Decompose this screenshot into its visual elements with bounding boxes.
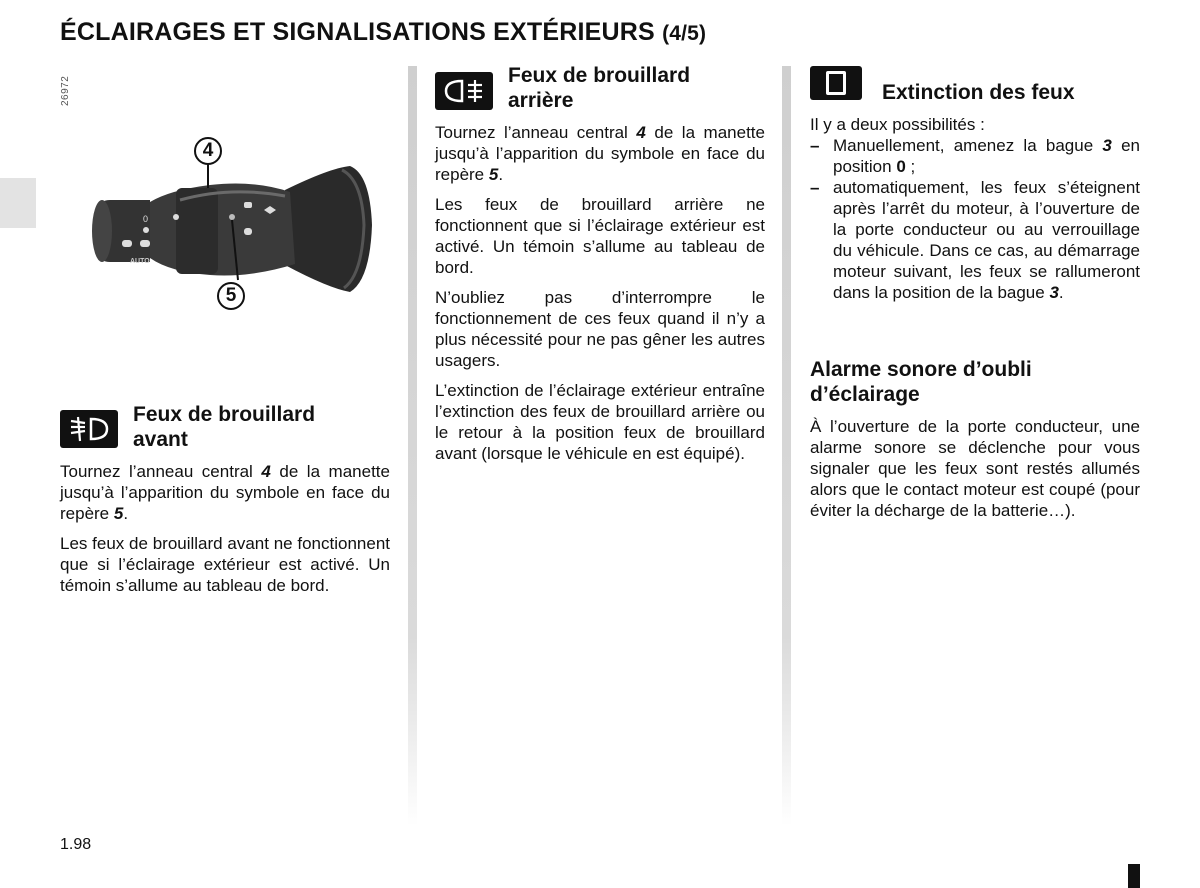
front-fog-heading xyxy=(133,402,315,452)
callout-5: 5 xyxy=(217,282,245,310)
lights-off-heading: Extinction des feux xyxy=(882,81,1075,104)
lights-off-list xyxy=(810,135,1140,303)
rear-fog-heading-line2: arrière xyxy=(508,89,574,112)
list-item: – Manuellement, amenez la bague 3 en position 0 ; xyxy=(810,135,1140,177)
rear-fog-paragraph-4: L’extinction de l’éclairage extérieur entraîne l’extinction des feux de brouillard arrière ou le retour à la position feux de brouillard avant (lorsque le véhicule en est équipé). xyxy=(435,381,765,463)
front-fog-paragraph-2: Les feux de brouillard avant ne fonctionnent que si l’éclairage extérieur est activé. Un témoin s’allume au tableau de bord. xyxy=(60,534,390,595)
callout-4: 4 xyxy=(194,137,222,165)
alarm-heading-line1: Alarme sonore d’oubli xyxy=(810,358,1032,381)
alarm-heading-line2: d’éclairage xyxy=(810,383,920,406)
page-title xyxy=(60,18,706,47)
section-tab xyxy=(0,178,36,228)
rear-fog-heading xyxy=(508,63,690,113)
lights-off-zero-icon xyxy=(826,71,846,95)
front-fog-light-badge xyxy=(60,410,118,448)
lights-off-intro: Il y a deux possibilités : xyxy=(810,115,985,134)
alarm-paragraph-1: À l’ouverture de la porte conducteur, une alarme sonore se déclenche pour vous signaler que les feux sont restés allumés alors que le contact moteur est coupé (pour éviter la décharge de la batterie…). xyxy=(810,417,1140,520)
stalk-label-zero: 0 xyxy=(143,214,149,224)
page-counter: (4/5) xyxy=(662,22,707,45)
lights-off-text xyxy=(810,114,1140,303)
stalk-base xyxy=(285,166,372,292)
rear-fog-light-badge xyxy=(435,72,493,110)
front-fog-paragraph-1: Tournez l’anneau central 4 de la manette jusqu’à l’apparition du symbole en face du repère 5. xyxy=(60,462,390,523)
front-fog-heading-line2: avant xyxy=(133,428,188,451)
rear-fog-text xyxy=(435,122,765,473)
corner-mark xyxy=(1128,864,1140,888)
reference-mark-5 xyxy=(229,214,235,220)
page-title-text: ÉCLAIRAGES ET SIGNALISATIONS EXTÉRIEURS xyxy=(60,18,655,46)
figure-reference-number: 26972 xyxy=(60,75,71,106)
column-separator-right xyxy=(782,66,791,826)
stalk-label-auto: AUTO xyxy=(130,258,150,265)
alarm-heading xyxy=(810,357,1032,407)
reference-mark-dot xyxy=(173,214,179,220)
front-fog-light-icon xyxy=(67,415,111,443)
rear-fog-heading-line1: Feux de brouillard xyxy=(508,64,691,87)
front-fog-heading-line1: Feux de brouillard xyxy=(133,403,316,426)
rear-fog-paragraph-2: Les feux de brouillard arrière ne fonctionnent que si l’éclairage extérieur est activé. Un témoin s’allume au tableau de bord. xyxy=(435,195,765,277)
lights-off-badge xyxy=(810,66,862,100)
page-number: 1.98 xyxy=(60,836,92,853)
front-fog-text xyxy=(60,461,390,605)
rear-fog-paragraph-1: Tournez l’anneau central 4 de la manette jusqu’à l’apparition du symbole en face du repère 5. xyxy=(435,123,765,184)
list-item: – automatiquement, les feux s’éteignent après l’arrêt du moteur, à l’ouverture de la porte conducteur ou au verrouillage du véhicule. Dans ce cas, au démarrage moteur suivant, les feux se rallumeront dans la position de la bague 3. xyxy=(810,177,1140,303)
column-separator-left xyxy=(408,66,417,826)
rear-fog-paragraph-3: N’oubliez pas d’interrompre le fonctionnement de ces feux quand il n’y a plus nécessité pour ne pas gêner les autres usagers. xyxy=(435,288,765,370)
rear-fog-light-icon xyxy=(442,77,486,105)
alarm-text xyxy=(810,416,1140,530)
stalk-body xyxy=(150,184,295,276)
